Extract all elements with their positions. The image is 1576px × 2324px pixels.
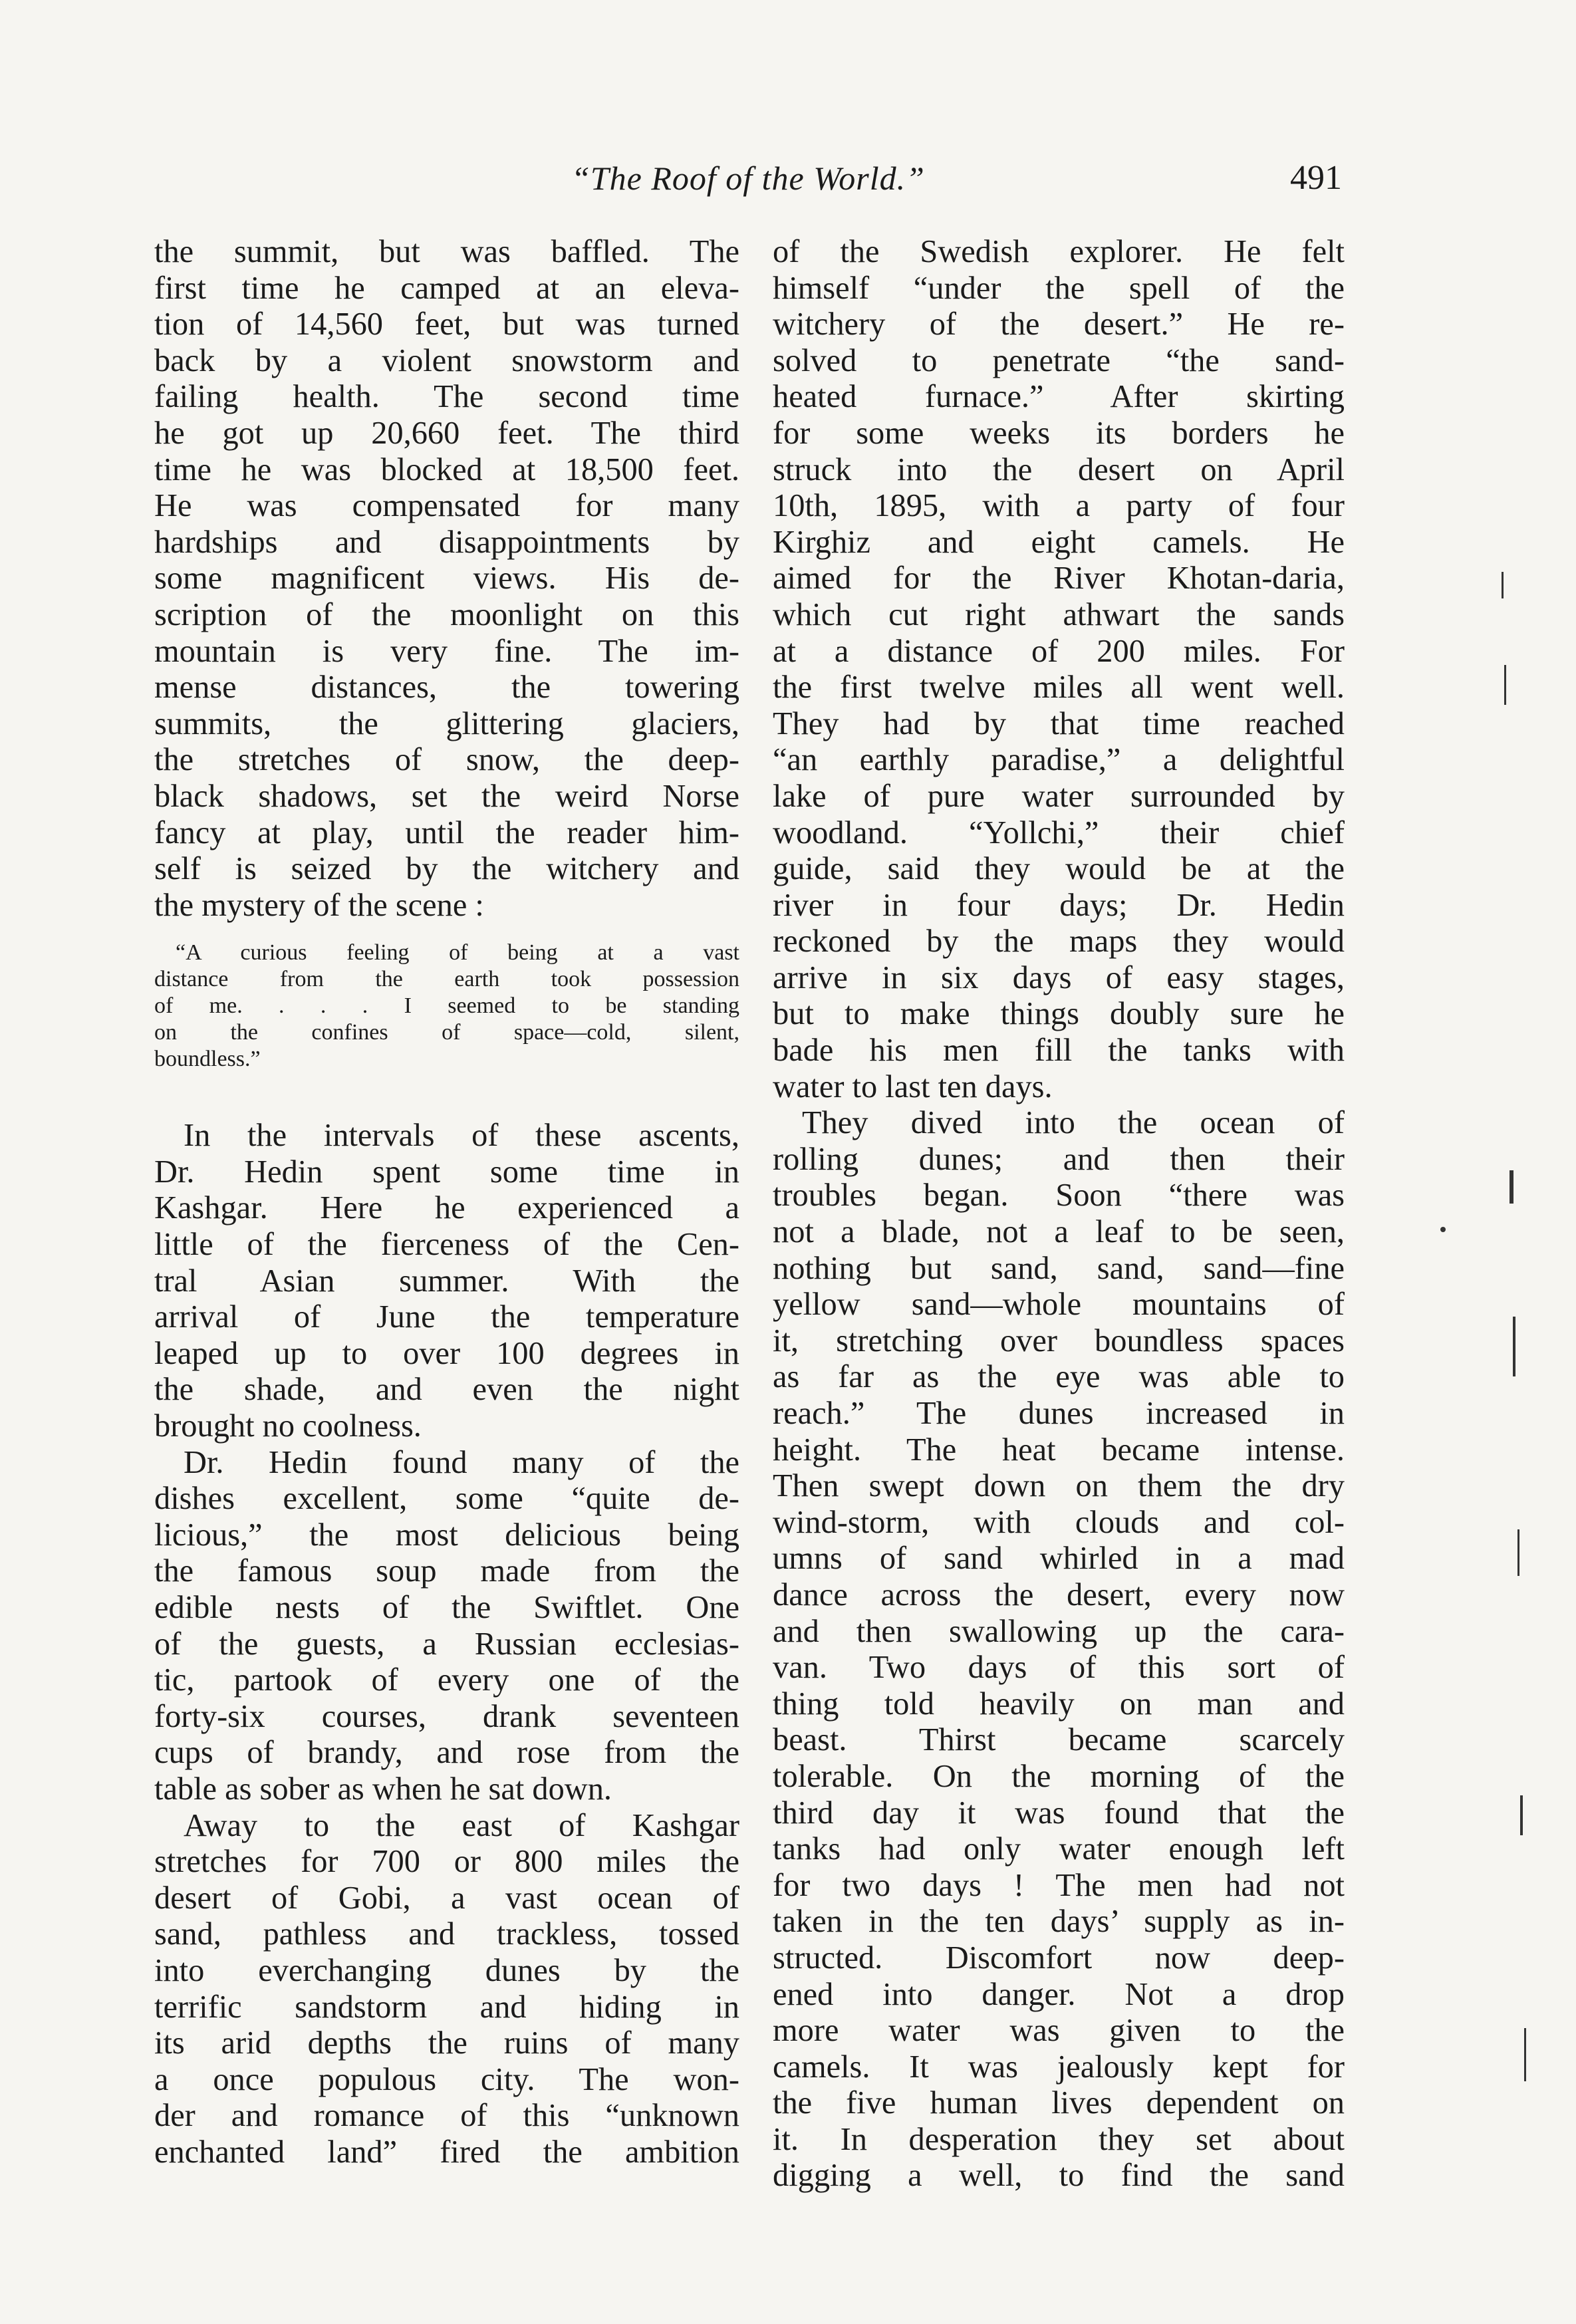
- text-line: lake of pure water surrounded by: [773, 778, 1345, 814]
- text-line: table as sober as when he sat down.: [154, 1771, 612, 1807]
- text-line: They dived into the ocean of: [802, 1105, 1345, 1141]
- running-title: “The Roof of the World.”: [571, 160, 925, 197]
- text-line: He was compensated for many: [154, 488, 739, 524]
- text-line: dishes excellent, some “quite de-: [154, 1481, 739, 1517]
- text-line: hardships and disappointments by: [154, 524, 739, 560]
- block-quote: [154, 940, 739, 1073]
- text-line: ened into danger. Not a drop: [773, 1976, 1345, 2012]
- paragraph: [773, 1105, 1345, 2194]
- text-line: first time he camped at an eleva-: [154, 270, 739, 306]
- quote-line: on the confines of space—cold, silent,: [154, 1020, 739, 1045]
- text-line: time he was blocked at 18,500 feet.: [154, 452, 739, 487]
- text-line: scription of the moonlight on this: [154, 596, 739, 632]
- paragraph: [154, 1118, 739, 1444]
- text-line: witchery of the desert.” He re-: [773, 307, 1345, 342]
- text-line: desert of Gobi, a vast ocean of: [154, 1880, 739, 1916]
- text-line: taken in the ten days’ supply as in-: [773, 1904, 1345, 1940]
- text-line: the famous soup made from the: [154, 1553, 739, 1589]
- paragraph: [154, 1808, 739, 2171]
- text-line: into everchanging dunes by the: [154, 1952, 739, 1988]
- text-line: which cut right athwart the sands: [773, 596, 1345, 632]
- text-line: it. In desperation they set about: [773, 2121, 1345, 2157]
- text-line: 10th, 1895, with a party of four: [773, 488, 1345, 524]
- text-line: the summit, but was baffled. The: [154, 234, 739, 269]
- text-line: leaped up to over 100 degrees in: [154, 1335, 739, 1371]
- text-line: woodland. “Yollchi,” their chief: [773, 815, 1345, 850]
- text-line: of the Swedish explorer. He felt: [773, 234, 1345, 269]
- text-line: camels. It was jealously kept for: [773, 2049, 1345, 2085]
- text-line: Away to the east of Kashgar: [184, 1807, 739, 1843]
- text-line: struck into the desert on April: [773, 452, 1345, 487]
- text-line: terrific sandstorm and hiding in: [154, 1989, 739, 2025]
- text-line: edible nests of the Swiftlet. One: [154, 1590, 739, 1625]
- text-line: Kirghiz and eight camels. He: [773, 524, 1345, 560]
- left-column: [154, 234, 739, 2242]
- text-line: thing told heavily on man and: [773, 1686, 1345, 1722]
- text-line: a once populous city. The won-: [154, 2061, 739, 2097]
- text-line: brought no coolness.: [154, 1408, 422, 1444]
- text-line: structed. Discomfort now deep-: [773, 1940, 1345, 1976]
- text-line: dance across the desert, every now: [773, 1577, 1345, 1613]
- text-line: little of the fierceness of the Cen-: [154, 1227, 739, 1263]
- text-line: the five human lives dependent on: [773, 2085, 1345, 2121]
- text-line: self is seized by the witchery and: [154, 851, 739, 887]
- text-line: forty-six courses, drank seventeen: [154, 1698, 739, 1734]
- text-line: digging a well, to find the sand: [773, 2158, 1345, 2194]
- paragraph: [154, 234, 739, 924]
- text-line: tral Asian summer. With the: [154, 1263, 739, 1299]
- text-line: sand, pathless and trackless, tossed: [154, 1916, 739, 1952]
- text-line: nothing but sand, sand, sand—fine: [773, 1250, 1345, 1286]
- text-line: at a distance of 200 miles. For: [773, 633, 1345, 669]
- text-line: tanks had only water enough left: [773, 1831, 1345, 1867]
- text-line: mense distances, the towering: [154, 670, 739, 706]
- text-line: the first twelve miles all went well.: [773, 670, 1345, 706]
- quote-line: distance from the earth took possession: [154, 967, 739, 992]
- text-line: himself “under the spell of the: [773, 270, 1345, 306]
- text-line: water to last ten days.: [773, 1069, 1053, 1104]
- text-line: van. Two days of this sort of: [773, 1650, 1345, 1686]
- text-line: he got up 20,660 feet. The third: [154, 415, 739, 451]
- text-line: rolling dunes; and then their: [773, 1141, 1345, 1177]
- quote-line: of me. . . . I seemed to be standing: [154, 993, 739, 1019]
- text-line: for some weeks its borders he: [773, 415, 1345, 451]
- text-line: the shade, and even the night: [154, 1372, 739, 1408]
- text-line: reckoned by the maps they would: [773, 924, 1345, 960]
- text-line: beast. Thirst became scarcely: [773, 1722, 1345, 1758]
- page-header: [154, 152, 1342, 205]
- text-line: summits, the glittering glaciers,: [154, 706, 739, 741]
- text-line: as far as the eye was able to: [773, 1359, 1345, 1395]
- text-line: it, stretching over boundless spaces: [773, 1323, 1345, 1358]
- text-line: third day it was found that the: [773, 1795, 1345, 1831]
- text-line: fancy at play, until the reader him-: [154, 815, 739, 850]
- text-line: arrive in six days of easy stages,: [773, 960, 1345, 995]
- text-line: the stretches of snow, the deep-: [154, 742, 739, 778]
- text-line: some magnificent views. His de-: [154, 561, 739, 596]
- quote-line: boundless.”: [154, 1047, 261, 1072]
- text-line: “an earthly paradise,” a delightful: [773, 742, 1345, 778]
- text-line: its arid depths the ruins of many: [154, 2025, 739, 2061]
- text-line: failing health. The second time: [154, 379, 739, 415]
- text-line: stretches for 700 or 800 miles the: [154, 1844, 739, 1880]
- text-line: Kashgar. Here he experienced a: [154, 1190, 739, 1226]
- text-line: of the guests, a Russian ecclesias-: [154, 1626, 739, 1662]
- text-line: troubles began. Soon “there was: [773, 1178, 1345, 1214]
- text-line: reach.” The dunes increased in: [773, 1396, 1345, 1431]
- text-line: and then swallowing up the cara-: [773, 1613, 1345, 1649]
- text-line: der and romance of this “unknown: [154, 2098, 739, 2134]
- text-line: the mystery of the scene :: [154, 887, 484, 923]
- text-line: but to make things doubly sure he: [773, 996, 1345, 1032]
- right-column: [773, 234, 1345, 2242]
- text-line: not a blade, not a leaf to be seen,: [773, 1214, 1345, 1250]
- text-line: wind-storm, with clouds and col-: [773, 1504, 1345, 1540]
- text-line: umns of sand whirled in a mad: [773, 1541, 1345, 1577]
- text-line: bade his men fill the tanks with: [773, 1033, 1345, 1069]
- paragraph: [773, 234, 1345, 1105]
- text-line: arrival of June the temperature: [154, 1299, 739, 1335]
- text-line: tolerable. On the morning of the: [773, 1758, 1345, 1794]
- paragraph: [154, 1445, 739, 1808]
- text-line: black shadows, set the weird Norse: [154, 778, 739, 814]
- text-line: mountain is very fine. The im-: [154, 633, 739, 669]
- text-line: Then swept down on them the dry: [773, 1468, 1345, 1504]
- text-line: tion of 14,560 feet, but was turned: [154, 307, 739, 342]
- text-line: more water was given to the: [773, 2013, 1345, 2049]
- text-line: back by a violent snowstorm and: [154, 342, 739, 378]
- text-line: river in four days; Dr. Hedin: [773, 887, 1345, 923]
- page-number: 491: [1290, 159, 1342, 197]
- text-line: They had by that time reached: [773, 706, 1345, 741]
- text-line: height. The heat became intense.: [773, 1432, 1345, 1468]
- text-line: guide, said they would be at the: [773, 851, 1345, 887]
- text-line: Dr. Hedin spent some time in: [154, 1154, 739, 1190]
- text-line: Dr. Hedin found many of the: [184, 1444, 739, 1480]
- text-line: tic, partook of every one of the: [154, 1662, 739, 1698]
- text-line: aimed for the River Khotan-daria,: [773, 561, 1345, 596]
- text-line: licious,” the most delicious being: [154, 1517, 739, 1553]
- text-line: In the intervals of these ascents,: [184, 1118, 739, 1154]
- text-line: enchanted land” fired the ambition: [154, 2134, 739, 2170]
- text-line: for two days ! The men had not: [773, 1867, 1345, 1903]
- text-line: cups of brandy, and rose from the: [154, 1735, 739, 1771]
- text-line: heated furnace.” After skirting: [773, 379, 1345, 415]
- quote-line: “A curious feeling of being at a vast: [176, 940, 739, 966]
- text-line: yellow sand—whole mountains of: [773, 1287, 1345, 1323]
- text-line: solved to penetrate “the sand-: [773, 342, 1345, 378]
